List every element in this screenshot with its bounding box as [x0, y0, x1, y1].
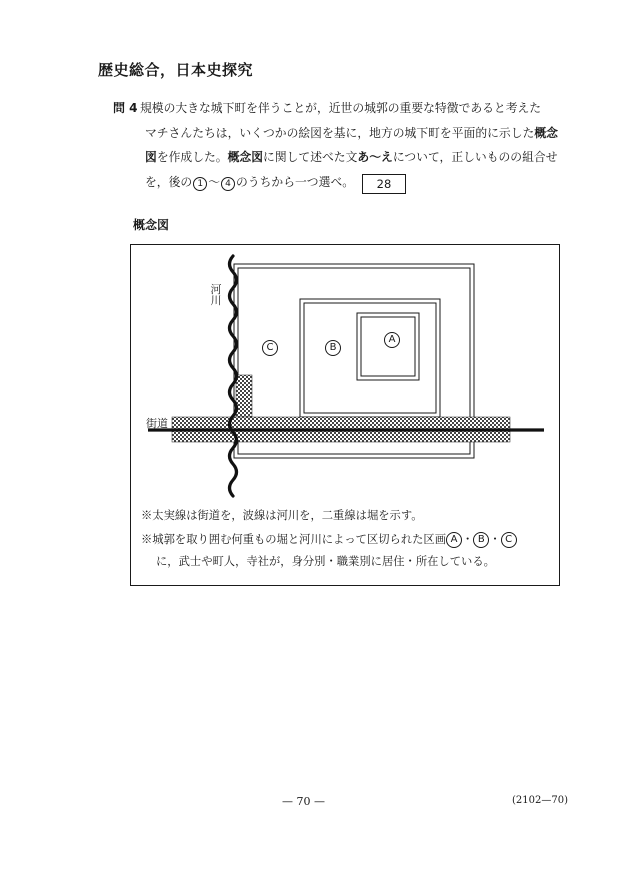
choice-last-marker: 4: [221, 177, 235, 191]
note-1: ※太実線は街道を，波線は河川を，二重線は堀を示す。: [141, 509, 423, 522]
question-text-2: マチさんたちは，いくつかの絵図を基に，地方の城下町を平面的に示した: [145, 125, 535, 140]
road-label: 街道: [146, 417, 168, 430]
roadside-town-vertical: [236, 375, 252, 417]
question-text-5: について，正しいものの組合せ: [392, 150, 558, 164]
note-area-c: C: [501, 532, 517, 548]
river-line: [230, 256, 237, 496]
note-3: に，武士や町人，寺社が，身分別・職業別に居住・所在している。: [156, 555, 495, 568]
term-concept-figure: 概念図: [227, 150, 264, 164]
question-line-3: [140, 145, 570, 170]
range-separator: ～: [208, 174, 221, 189]
river-label: 河川: [210, 283, 222, 307]
question-text: [140, 96, 570, 194]
question-text-6: を，後の: [145, 174, 193, 189]
choice-first-marker: 1: [193, 177, 207, 191]
answer-number-box: 28: [362, 174, 406, 194]
question-text-1: 規模の大きな城下町を伴うことが，近世の城郭の重要な特徴であると考えた: [140, 101, 542, 115]
area-a-marker: A: [384, 332, 400, 348]
note-2: [141, 530, 551, 550]
question-text-7: のうちから一つ選べ。: [236, 174, 354, 189]
page-number: — 70 —: [282, 795, 325, 808]
term-statements: あ～え: [357, 150, 393, 164]
section-title: 歴史総合，日本史探究: [98, 61, 254, 79]
question-number: 問 4: [113, 101, 138, 115]
term-concept: 概念: [534, 125, 558, 140]
question-line-2: [140, 121, 570, 146]
area-c-marker: C: [262, 340, 278, 356]
question-line-4: [140, 170, 570, 195]
exam-code: (2102—70): [512, 795, 568, 806]
question-line-1: [140, 96, 570, 121]
term-figure: 図: [145, 150, 157, 164]
note-2-text: ※城郭を取り囲む何重もの堀と河川によって区切られた区画: [141, 533, 447, 546]
note-area-a: A: [446, 532, 462, 548]
question-text-4: に関して述べた文: [263, 150, 358, 164]
figure-label: 概念図: [133, 218, 170, 232]
note-area-b: B: [473, 532, 489, 548]
note-sep-1: ・: [462, 533, 474, 546]
middle-moat-inner: [304, 303, 436, 413]
area-b-marker: B: [325, 340, 341, 356]
note-sep-2: ・: [489, 533, 501, 546]
question-text-3: を作成した。: [156, 150, 228, 164]
